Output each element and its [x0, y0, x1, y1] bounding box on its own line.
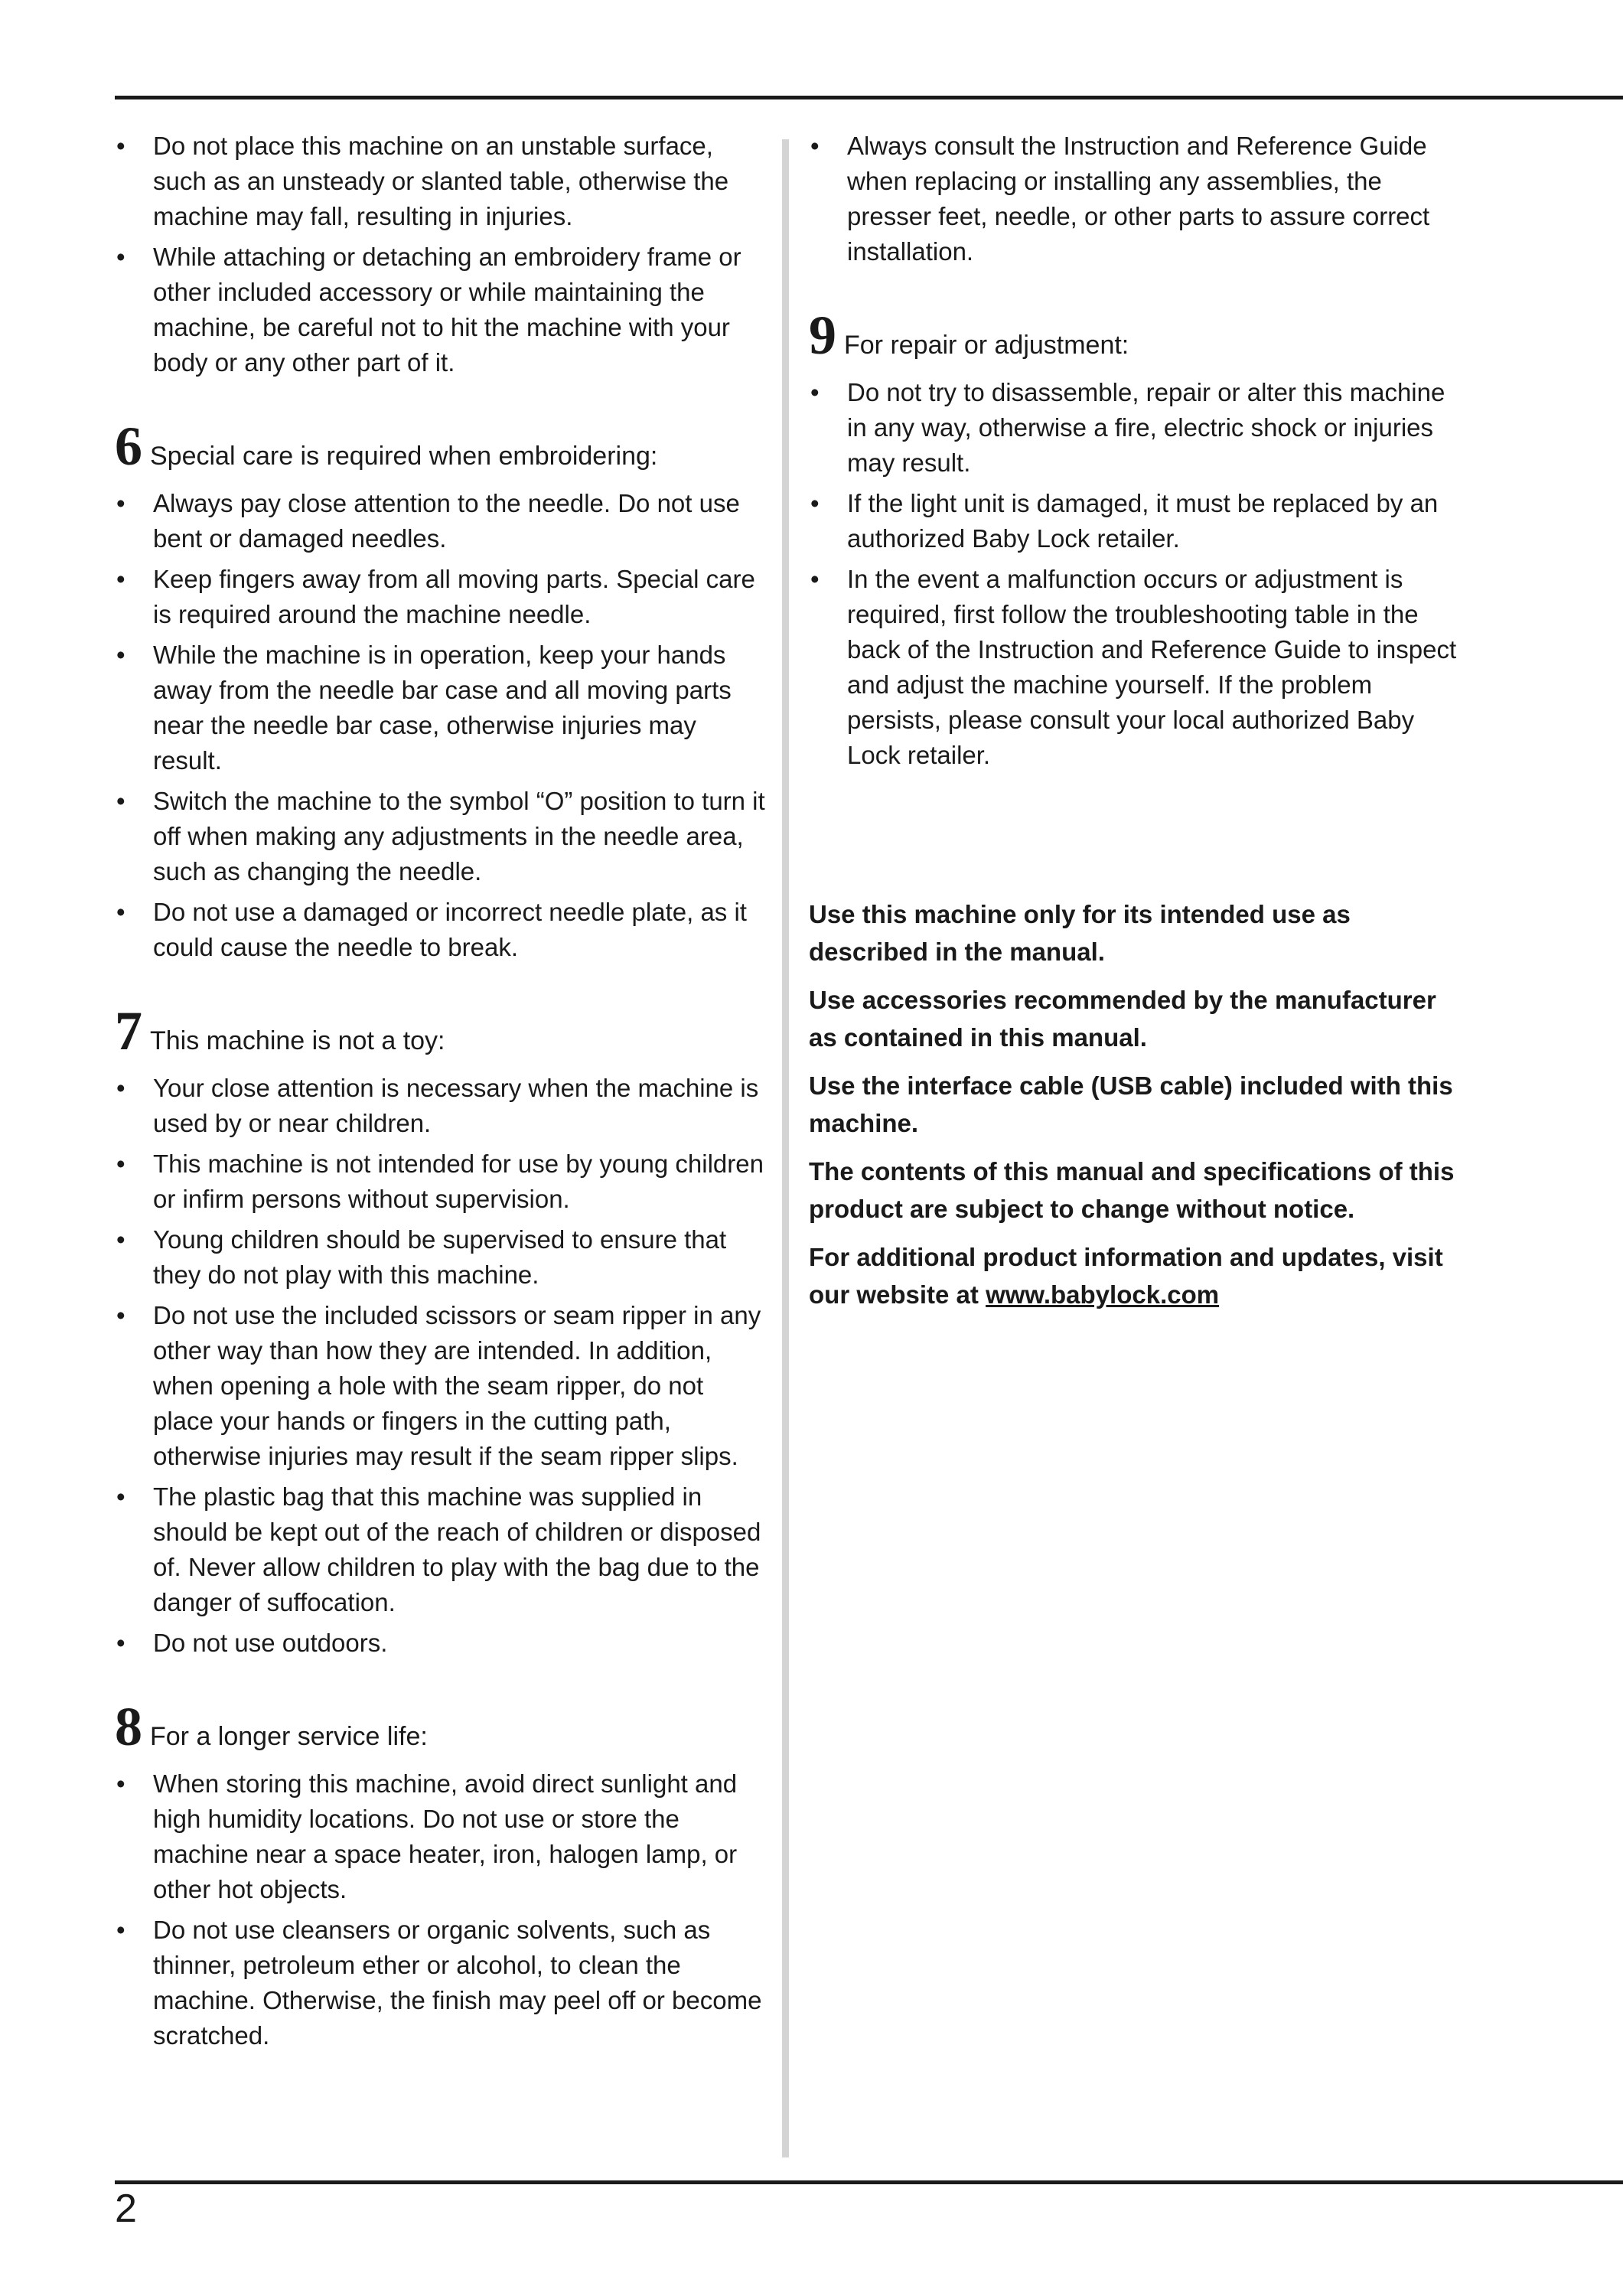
note-accessories: Use accessories recommended by the manufacturer as contained in this manual. — [809, 986, 1436, 1052]
section-8-list — [115, 1766, 765, 2053]
list-item: • When storing this machine, avoid direct sunlight and high humidity locations. Do not use or store the machine near a space heater, iron, halogen lamp, or other hot objects. — [115, 1766, 765, 1907]
section-9-heading — [809, 306, 1467, 364]
note-change-notice: The contents of this manual and specifications of this product are subject to change without notice. — [809, 1157, 1455, 1223]
note-usb-cable: Use the interface cable (USB cable) included with this machine. — [809, 1071, 1453, 1137]
list-item: • Do not use cleansers or organic solvents, such as thinner, petroleum ether or alcohol, to clean the machine. Otherwise, the finish may peel off or become scratched. — [115, 1913, 765, 2053]
website-text: For additional product information and updates, visit our website at — [809, 1243, 1443, 1309]
section-title: Special care is required when embroidering: — [150, 442, 658, 471]
list-item: • While the machine is in operation, keep your hands away from the needle bar case and all moving parts near the needle bar case, otherwise injuries may result. — [115, 638, 765, 778]
list-item: • Switch the machine to the symbol “O” position to turn it off when making any adjustments in the needle area, such as changing the needle. — [115, 784, 765, 889]
website-link[interactable]: www.babylock.com — [986, 1280, 1220, 1309]
list-item: • Always consult the Instruction and Reference Guide when replacing or installing any assemblies, the presser feet, needle, or other parts to assure correct installation. — [809, 129, 1467, 269]
note-intended-use: Use this machine only for its intended use as described in the manual. — [809, 900, 1351, 966]
section-6-list — [115, 486, 765, 965]
list-item: • Do not use outdoors. — [115, 1626, 765, 1661]
list-item: • If the light unit is damaged, it must be replaced by an authorized Baby Lock retailer. — [809, 486, 1467, 556]
list-item: • In the event a malfunction occurs or adjustment is required, first follow the troubleshooting table in the back of the Instruction and Reference Guide to inspect and adjust the machine yourself. If the problem persists, please consult your local authorized Baby Lock retailer. — [809, 562, 1467, 773]
section-number: 9 — [809, 305, 836, 366]
section-title: For a longer service life: — [150, 1722, 428, 1751]
list-item: • Do not try to disassemble, repair or alter this machine in any way, otherwise a fire, electric shock or injuries may result. — [809, 375, 1467, 481]
section-title: This machine is not a toy: — [150, 1026, 445, 1055]
section-7-heading — [115, 1002, 765, 1060]
top-rule — [115, 96, 1623, 99]
left-intro-list — [115, 129, 765, 380]
section-8-heading — [115, 1698, 765, 1756]
section-number: 6 — [115, 416, 142, 477]
list-item: • Your close attention is necessary when the machine is used by or near children. — [115, 1071, 765, 1141]
list-item: • Do not use a damaged or incorrect needle plate, as it could cause the needle to break. — [115, 895, 765, 965]
section-7-list — [115, 1071, 765, 1661]
usage-notes — [809, 895, 1467, 1324]
right-column — [809, 129, 1467, 778]
list-item: • While attaching or detaching an embroidery frame or other included accessory or while maintaining the machine, be careful not to hit the machine with your body or any other part of it. — [115, 240, 765, 380]
list-item: • Always pay close attention to the needle. Do not use bent or damaged needles. — [115, 486, 765, 556]
section-number: 7 — [115, 1000, 142, 1062]
right-intro-list — [809, 129, 1467, 269]
section-title: For repair or adjustment: — [844, 331, 1129, 360]
bottom-rule — [115, 2180, 1623, 2184]
note-website — [809, 1238, 1467, 1313]
section-number: 8 — [115, 1696, 142, 1757]
list-item: • Keep fingers away from all moving parts. Special care is required around the machine needle. — [115, 562, 765, 632]
list-item: • This machine is not intended for use by young children or infirm persons without supervision. — [115, 1146, 765, 1217]
list-item: • Do not place this machine on an unstable surface, such as an unsteady or slanted table, otherwise the machine may fall, resulting in injuries. — [115, 129, 765, 234]
list-item: • Do not use the included scissors or seam ripper in any other way than how they are intended. In addition, when opening a hole with the seam ripper, do not place your hands or fingers in the cutting path, otherwise injuries may result if the seam ripper slips. — [115, 1298, 765, 1474]
list-item: • Young children should be supervised to ensure that they do not play with this machine. — [115, 1222, 765, 1293]
page-number: 2 — [115, 2187, 137, 2231]
list-item: • The plastic bag that this machine was supplied in should be kept out of the reach of children or disposed of. Never allow children to play with the bag due to the danger of suffocation. — [115, 1479, 765, 1620]
column-divider — [782, 139, 789, 2157]
section-9-list — [809, 375, 1467, 773]
left-column — [115, 129, 765, 2059]
section-6-heading — [115, 417, 765, 475]
